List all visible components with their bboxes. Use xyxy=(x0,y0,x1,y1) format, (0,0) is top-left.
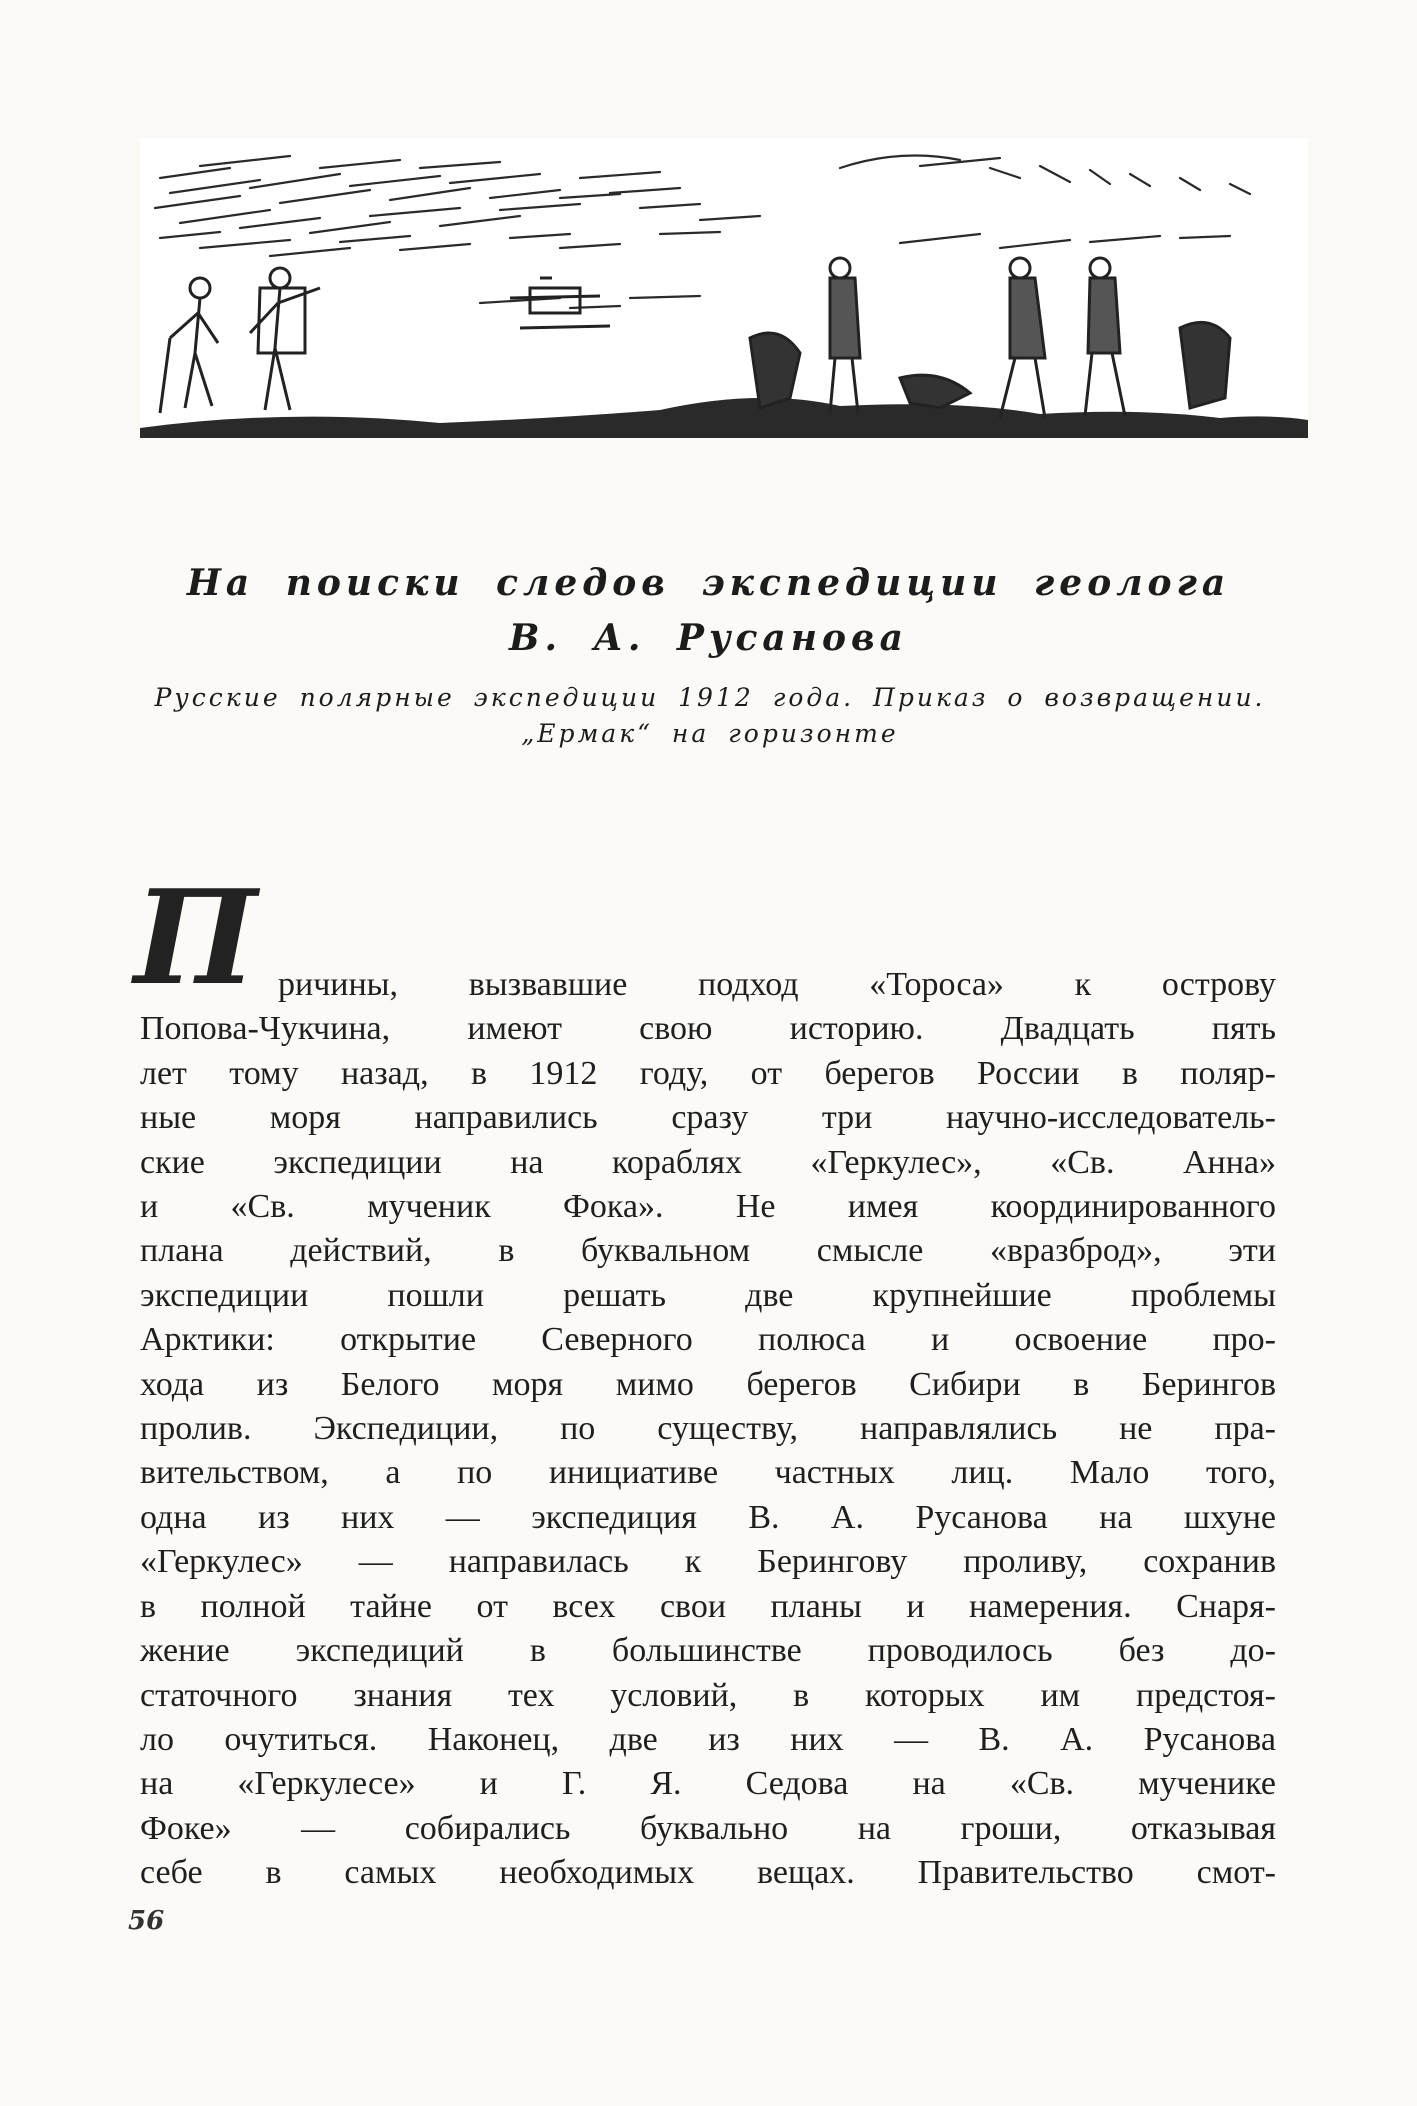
page-number: 56 xyxy=(128,1906,165,1936)
body-line: лет тому назад, в 1912 году, от берегов России в поляр- xyxy=(140,1054,1276,1092)
body-line: пролив. Экспедиции, по существу, направлялись не пра- xyxy=(140,1410,1276,1448)
chapter-title-line-2: В. А. Русанова xyxy=(509,617,908,660)
body-line: Фоке» — собирались буквально на гроши, отказывая xyxy=(140,1809,1276,1847)
body-line: ские экспедиции на кораблях «Геркулес», «Св. Анна» xyxy=(140,1143,1276,1181)
body-line: на «Геркулесе» и Г. Я. Седова на «Св. мученике xyxy=(140,1765,1276,1803)
chapter-subtitle xyxy=(120,680,1300,752)
body-line: и «Св. мученик Фока». Не имея координированного xyxy=(140,1188,1276,1226)
body-line: ные моря направились сразу три научно-исследователь- xyxy=(140,1099,1276,1137)
body-line: ричины, вызвавшие подход «Тороса» к острову xyxy=(278,966,1276,1003)
chapter-title-line-1: На поиски следов экспедиции геолога xyxy=(186,562,1231,605)
body-text xyxy=(140,963,1276,1896)
drop-cap: П xyxy=(134,861,251,1014)
body-line: экспедиции пошли решать две крупнейшие проблемы xyxy=(140,1276,1276,1314)
body-line: себе в самых необходимых вещах. Правительство смот- xyxy=(140,1854,1276,1892)
chapter-title xyxy=(150,556,1267,666)
chapter-subtitle-line-2: „Ермак“ на горизонте xyxy=(521,719,899,748)
body-line: хода из Белого моря мимо берегов Сибири в Берингов xyxy=(140,1365,1276,1403)
body-line: статочного знания тех условий, в которых им предстоя- xyxy=(140,1676,1276,1714)
body-line: плана действий, в буквальном смысле «вразброд», эти xyxy=(140,1232,1276,1270)
body-line: ло очутиться. Наконец, две из них — В. А. Русанова xyxy=(140,1720,1276,1758)
body-line: «Геркулес» — направилась к Берингову проливу, сохранив xyxy=(140,1543,1276,1581)
body-line: вительством, а по инициативе частных лиц. Мало того, xyxy=(140,1454,1276,1492)
body-line: жение экспедиций в большинстве проводилось без до- xyxy=(140,1632,1276,1670)
expedition-scene-illustration xyxy=(140,138,1308,438)
body-line: Арктики: открытие Северного полюса и освоение про- xyxy=(140,1321,1276,1359)
body-line: Попова-Чукчина, имеют свою историю. Двадцать пять xyxy=(140,1010,1276,1048)
body-line: в полной тайне от всех свои планы и намерения. Снаря- xyxy=(140,1587,1276,1625)
body-line: одна из них — экспедиция В. А. Русанова на шхуне xyxy=(140,1498,1276,1536)
chapter-subtitle-line-1: Русские полярные экспедиции 1912 года. Приказ о возвращении. xyxy=(154,683,1266,712)
